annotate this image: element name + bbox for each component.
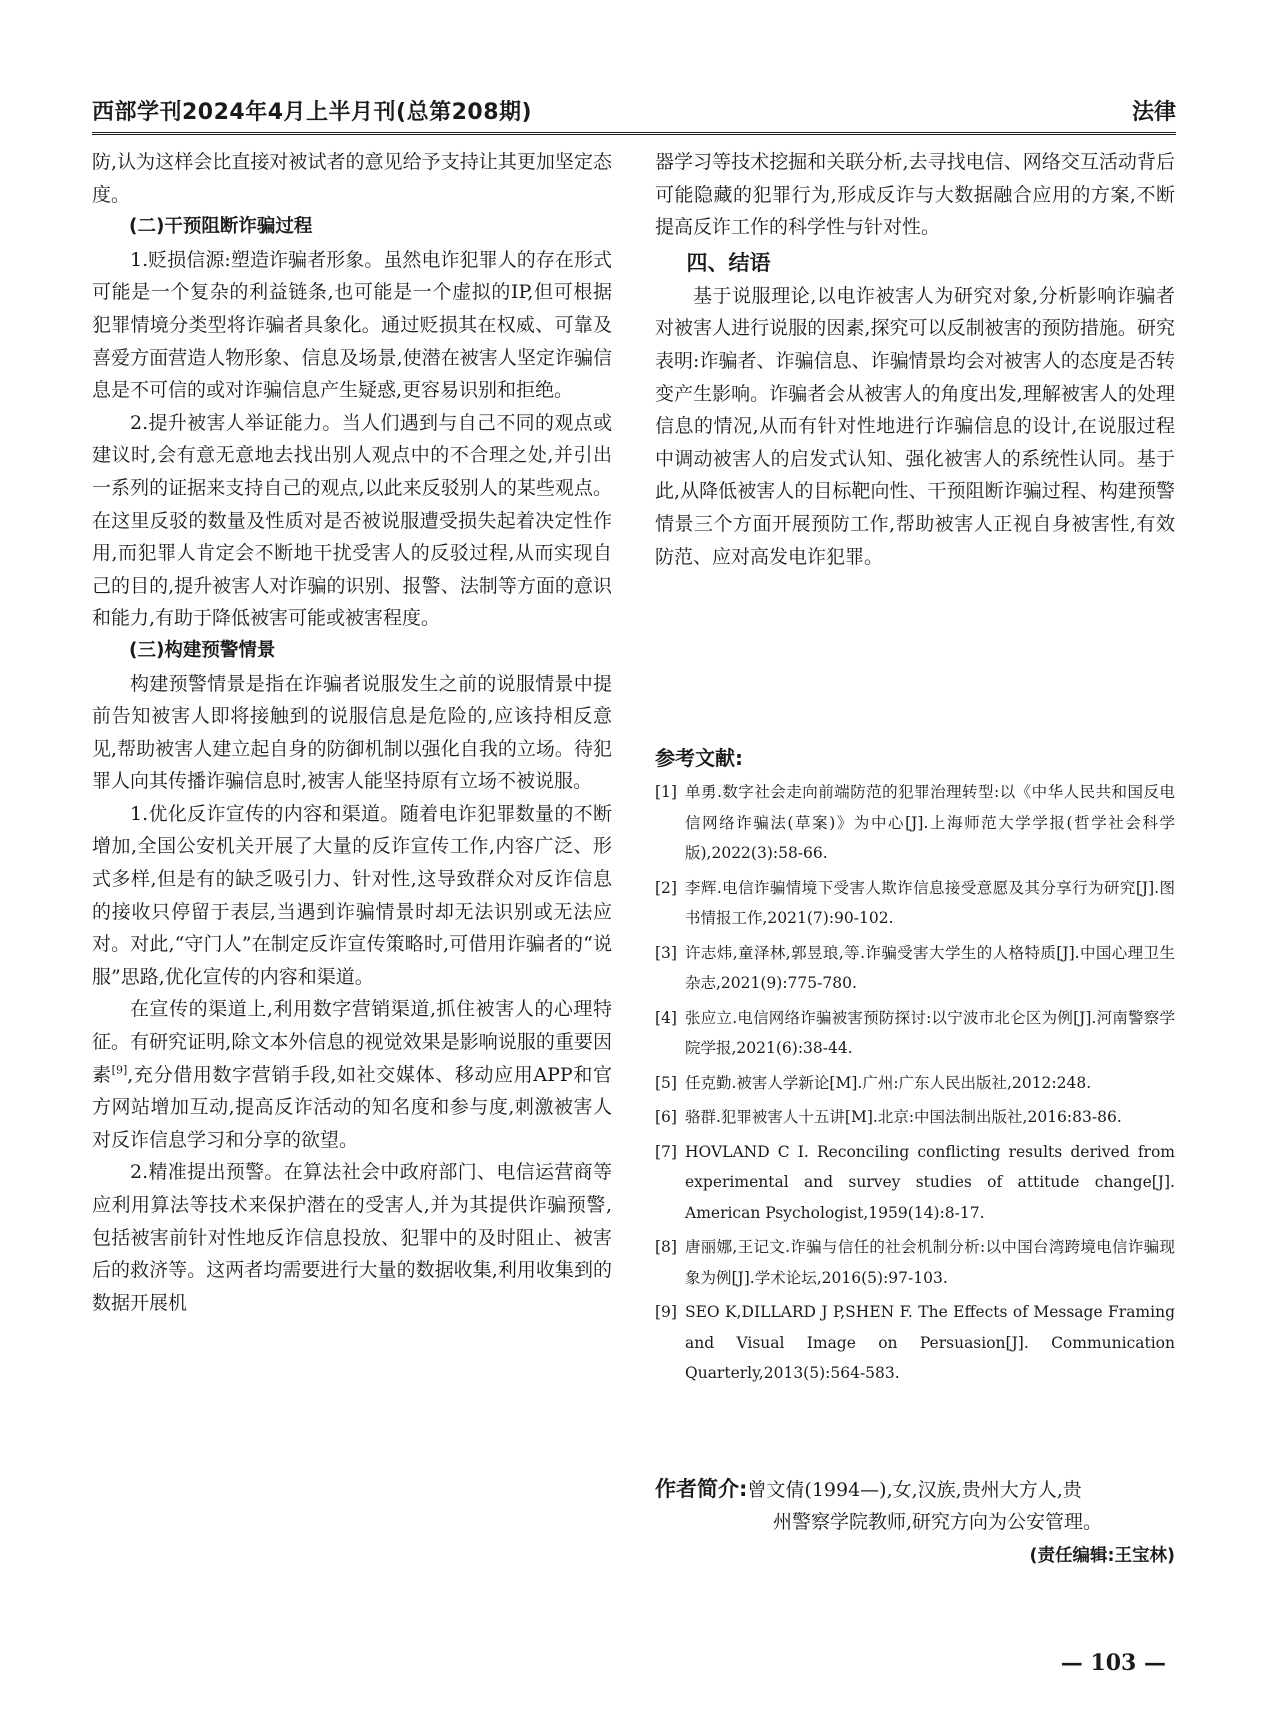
reference-item (655, 1003, 1175, 1064)
section-heading: (三)构建预警情景 (129, 639, 276, 661)
reference-item (655, 1137, 1175, 1229)
reference-number: [3] (655, 943, 677, 962)
reference-list (655, 777, 1175, 1389)
paragraph: 2.提升被害人举证能力。当人们遇到与自己不同的观点或建议时,会有意无意地去找出别人观点中的不合理之处,并引出一系列的证据来支持自己的观点,以此来反驳别人的某些观点。在这里反驳的数量及性质对是否被说服遭受损失起着决定性作用,而犯罪人肯定会不断地干扰受害人的反驳过程,从而实现自己的目的,提升被害人对诈骗的识别、报警、法制等方面的意识和能力,有助于降低被害可能或被害程度。 (92, 411, 612, 630)
author-bio-line1: 曾文倩(1994—),女,汉族,贵州大方人,贵 (747, 1479, 1082, 1501)
reference-number: [5] (655, 1073, 677, 1092)
reference-text: 李辉.电信诈骗情境下受害人欺诈信息接受意愿及其分享行为研究[J].图书情报工作,2021(7):90-102. (685, 878, 1175, 927)
reference-text: 许志炜,童泽林,郭昱琅,等.诈骗受害大学生的人格特质[J].中国心理卫生杂志,2021(9):775-780. (685, 943, 1175, 992)
reference-text: 任克勤.被害人学新论[M].广州:广东人民出版社,2012:248. (685, 1073, 1092, 1092)
paragraph: 1.贬损信源:塑造诈骗者形象。虽然电诈犯罪人的存在形式可能是一个复杂的利益链条,也可能是一个虚拟的IP,但可根据犯罪情境分类型将诈骗者具象化。通过贬损其在权威、可靠及喜爱方面营造人物形象、信息及场景,使潜在被害人坚定诈骗信息是不可信的或对诈骗信息产生疑惑,更容易识别和拒绝。 (92, 248, 612, 402)
citation-marker: [9] (111, 1063, 128, 1077)
reference-number: [9] (655, 1303, 677, 1321)
reference-item (655, 1297, 1175, 1389)
reference-item (655, 938, 1175, 999)
reference-text: 单勇.数字社会走向前端防范的犯罪治理转型:以《中华人民共和国反电信网络诈骗法(草案)》为中心[J].上海师范大学学报(哲学社会科学版),2022(3):58-66. (685, 783, 1175, 862)
paragraph: 构建预警情景是指在诈骗者说服发生之前的说服情景中提前告知被害人即将接触到的说服信息是危险的,应该持相反意见,帮助被害人建立起自身的防御机制以强化自我的立场。待犯罪人向其传播诈骗信息时,被害人能坚持原有立场不被说服。 (92, 672, 612, 793)
journal-title: 西部学刊2024年4月上半月刊(总第208期) (92, 100, 533, 125)
reference-number: [6] (655, 1108, 677, 1126)
author-bio-label: 作者简介: (655, 1477, 748, 1501)
paragraph: 基于说服理论,以电诈被害人为研究对象,分析影响诈骗者对被害人进行说服的因素,探究可以反制被害的预防措施。研究表明:诈骗者、诈骗信息、诈骗情景均会对被害人的态度是否转变产生影响。诈骗者会从被害人的角度出发,理解被害人的处理信息的情况,从而有针对性地进行诈骗信息的设计,在说服过程中调动被害人的启发式认知、强化被害人的系统性认同。基于此,从降低被害人的目标靶向性、干预阻断诈骗过程、构建预警情景三个方面开展预防工作,帮助被害人正视自身被害性,有效防范、应对高发电诈犯罪。 (655, 284, 1175, 568)
reference-item (655, 1068, 1175, 1099)
reference-text: 骆群.犯罪被害人十五讲[M].北京:中国法制出版社,2016:83-86. (685, 1108, 1122, 1126)
references (655, 742, 1175, 1393)
responsible-editor: (责任编辑:王宝林) (1029, 1546, 1175, 1566)
section-heading: (二)干预阻断诈骗过程 (129, 216, 313, 238)
section-heading: 四、结语 (686, 250, 771, 275)
right-column (655, 146, 1175, 573)
author-bio-line2: 州警察学院教师,研究方向为公安管理。 (773, 1511, 1103, 1533)
section-label: 法律 (1131, 100, 1176, 125)
paragraph: 2.精准提出预警。在算法社会中政府部门、电信运营商等应利用算法等技术来保护潜在的受害人,并为其提供诈骗预警,包括被害前针对性地反诈信息投放、犯罪中的及时阻止、被害后的救济等。这两者均需要进行大量的数据收集,利用收集到的数据开展机 (92, 1161, 612, 1314)
paragraph (92, 993, 612, 1156)
reference-text: 张应立.电信网络诈骗被害预防探讨:以宁波市北仑区为例[J].河南警察学院学报,2021(6):38-44. (685, 1008, 1175, 1057)
paragraph: 防,认为这样会比直接对被试者的意见给予支持让其更加坚定态度。 (92, 151, 612, 206)
left-column (92, 146, 612, 1319)
reference-item (655, 873, 1175, 934)
reference-item (655, 1232, 1175, 1293)
page-number: — 103 — (1060, 1650, 1166, 1676)
reference-item (655, 1102, 1175, 1133)
paragraph: 器学习等技术挖掘和关联分析,去寻找电信、网络交互活动背后可能隐藏的犯罪行为,形成反诈与大数据融合应用的方案,不断提高反诈工作的科学性与针对性。 (655, 151, 1175, 239)
reference-number: [7] (655, 1142, 677, 1161)
author-bio (655, 1473, 1175, 1538)
paragraph-text: ,充分借用数字营销手段,如社交媒体、移动应用APP和官方网站增加互动,提高反诈活动的知名度和参与度,刺激被害人对反诈信息学习和分享的欲望。 (92, 1063, 612, 1151)
page-header (92, 86, 1176, 135)
references-title: 参考文献: (655, 746, 743, 770)
reference-text: HOVLAND C I. Reconciling conflicting results derived from experimental and survey studies of attitude change[J]. American Psychologist,1959(14):8-17. (685, 1142, 1175, 1222)
reference-text: 唐丽娜,王记文.诈骗与信任的社会机制分析:以中国台湾跨境电信诈骗现象为例[J].学术论坛,2016(5):97-103. (685, 1238, 1175, 1287)
reference-number: [2] (655, 878, 677, 897)
paragraph-text: 在宣传的渠道上,利用数字营销渠道,抓住被害人的心理特征。有研究证明,除文本外信息的视觉效果是影响说服的重要因素 (92, 998, 612, 1086)
reference-number: [8] (655, 1238, 677, 1256)
reference-number: [4] (655, 1008, 677, 1027)
reference-number: [1] (655, 783, 677, 801)
reference-text: SEO K,DILLARD J P,SHEN F. The Effects of Message Framing and Visual Image on Persuasion[J]. Communication Quarterly,2013(5):564-583. (685, 1303, 1175, 1382)
reference-item (655, 777, 1175, 869)
paragraph: 1.优化反诈宣传的内容和渠道。随着电诈犯罪数量的不断增加,全国公安机关开展了大量的反诈宣传工作,内容广泛、形式多样,但是有的缺乏吸引力、针对性,这导致群众对反诈信息的接收只停留于表层,当遇到诈骗情景时却无法识别或无法应对。对此,“守门人”在制定反诈宣传策略时,可借用诈骗者的“说服”思路,优化宣传的内容和渠道。 (92, 802, 612, 988)
